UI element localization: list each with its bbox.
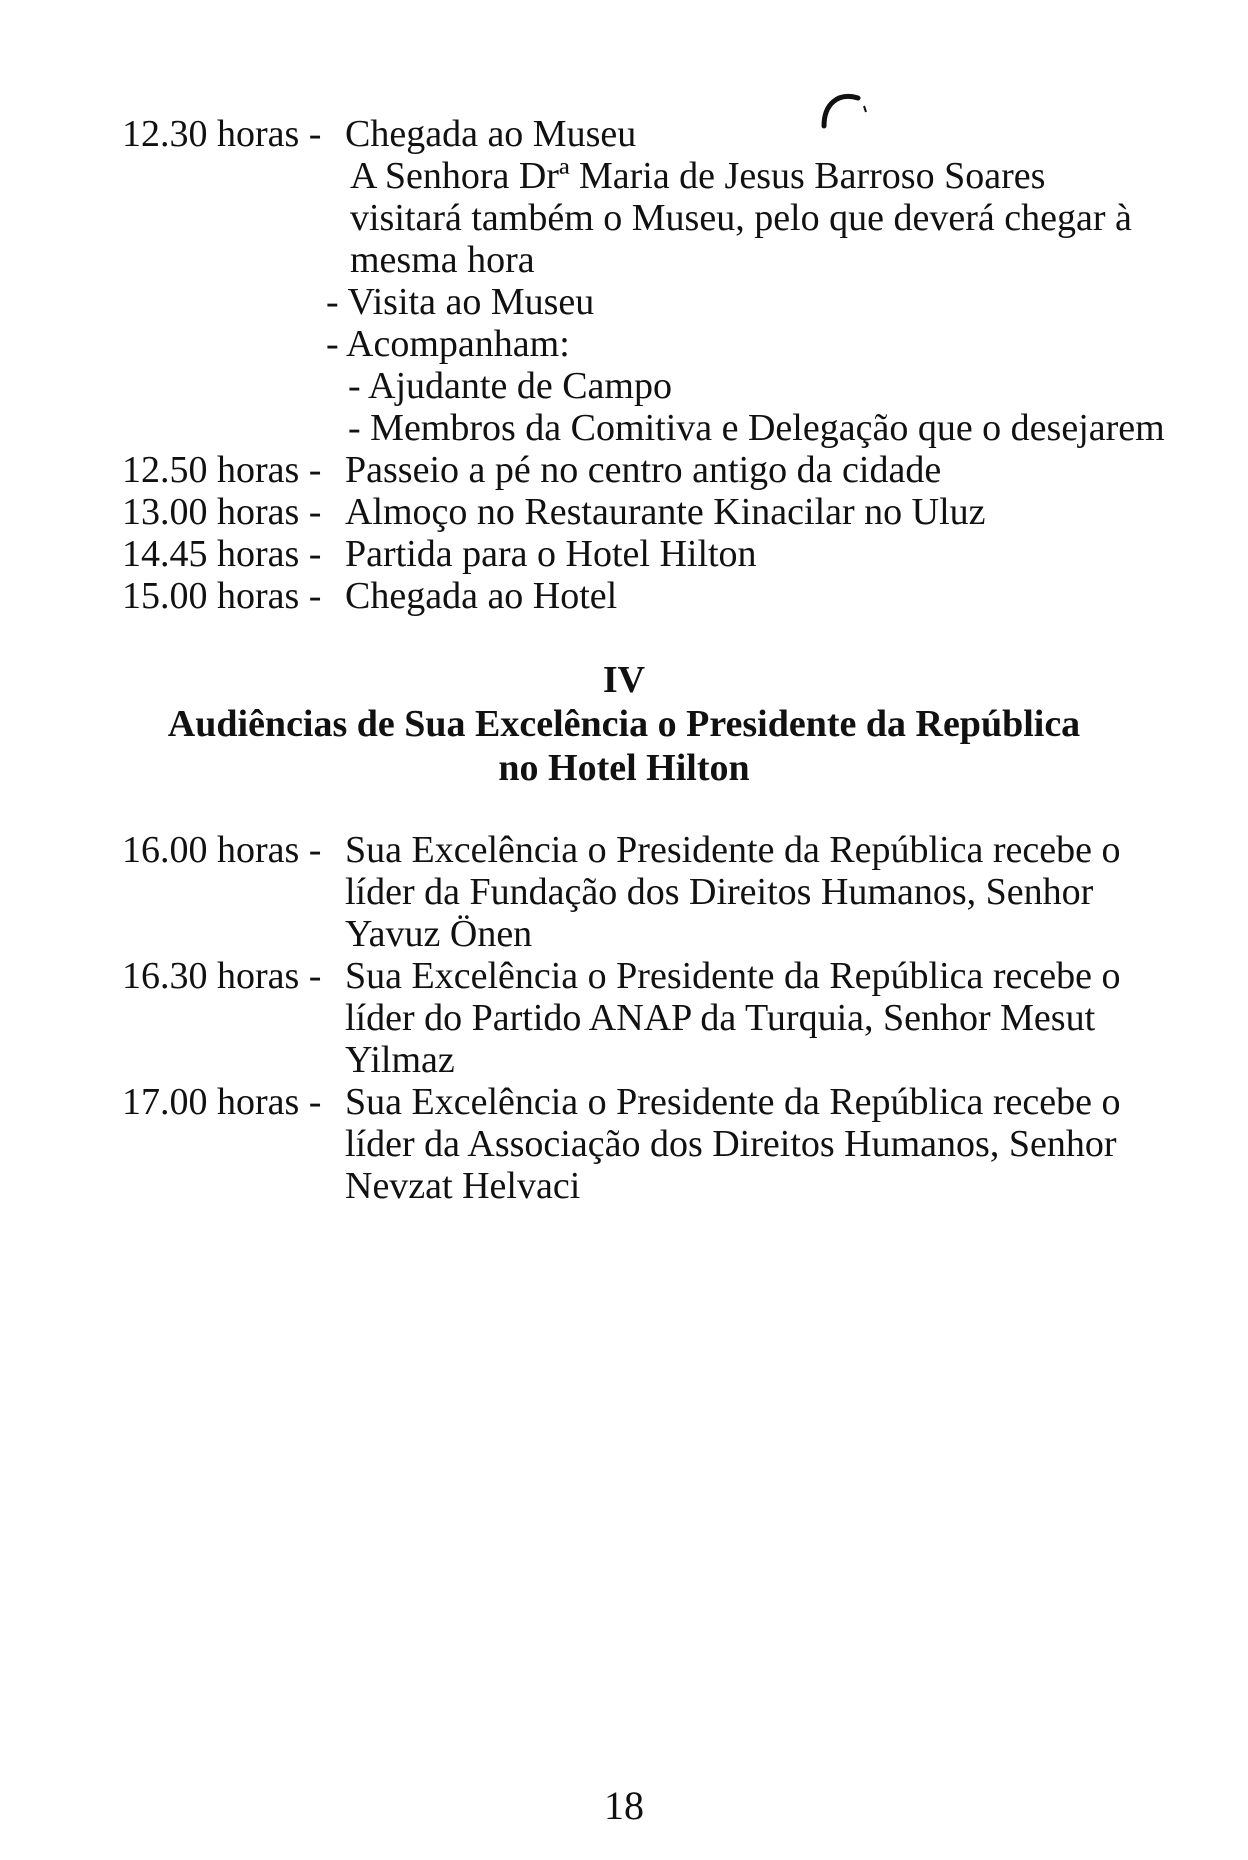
- entry-text: visitará também o Museu, pelo que deverá chegar à: [350, 197, 1132, 239]
- entry-text: mesma hora: [350, 239, 535, 281]
- section-numeral: IV: [602, 659, 646, 701]
- entry-text: Chegada ao Museu: [345, 113, 637, 155]
- entry-text: Sua Excelência o Presidente da República recebe o: [345, 829, 1121, 871]
- sub-item: - Ajudante de Campo: [348, 365, 672, 407]
- entry-time: 15.00 horas -: [122, 575, 322, 617]
- entry-text: líder da Fundação dos Direitos Humanos, Senhor: [345, 871, 1094, 913]
- entry-text: Passeio a pé no centro antigo da cidade: [345, 449, 942, 491]
- section-title: Audiências de Sua Excelência o Presidente da República: [167, 703, 1081, 745]
- sub-item: - Membros da Comitiva e Delegação que o desejarem: [348, 407, 1165, 449]
- sub-item: - Acompanham:: [326, 323, 570, 365]
- entry-time: 12.50 horas -: [122, 449, 322, 491]
- entry-time: 16.30 horas -: [122, 955, 322, 997]
- entry-time: 13.00 horas -: [122, 491, 322, 533]
- section-title: no Hotel Hilton: [498, 747, 750, 789]
- entry-text: Nevzat Helvaci: [345, 1165, 581, 1207]
- entry-time: 16.00 horas -: [122, 829, 322, 871]
- entry-text: Almoço no Restaurante Kinacilar no Uluz: [345, 491, 986, 533]
- sub-item: - Visita ao Museu: [326, 281, 595, 323]
- entry-text: líder da Associação dos Direitos Humanos, Senhor: [345, 1123, 1117, 1165]
- entry-text: Sua Excelência o Presidente da República recebe o: [345, 1081, 1121, 1123]
- entry-time: 17.00 horas -: [122, 1081, 322, 1123]
- entry-time: 14.45 horas -: [122, 533, 322, 575]
- page-number: 18: [604, 1783, 644, 1828]
- entry-text: Chegada ao Hotel: [345, 575, 618, 617]
- entry-text: Partida para o Hotel Hilton: [345, 533, 757, 575]
- entry-text: A Senhora Drª Maria de Jesus Barroso Soares: [350, 155, 1046, 197]
- entry-text: Yavuz Önen: [345, 913, 533, 955]
- entry-text: líder do Partido ANAP da Turquia, Senhor Mesut: [345, 997, 1096, 1039]
- entry-text: Yilmaz: [345, 1039, 455, 1081]
- entry-time: 12.30 horas -: [122, 113, 322, 155]
- handwritten-mark: [820, 88, 876, 132]
- entry-text: Sua Excelência o Presidente da República recebe o: [345, 955, 1121, 997]
